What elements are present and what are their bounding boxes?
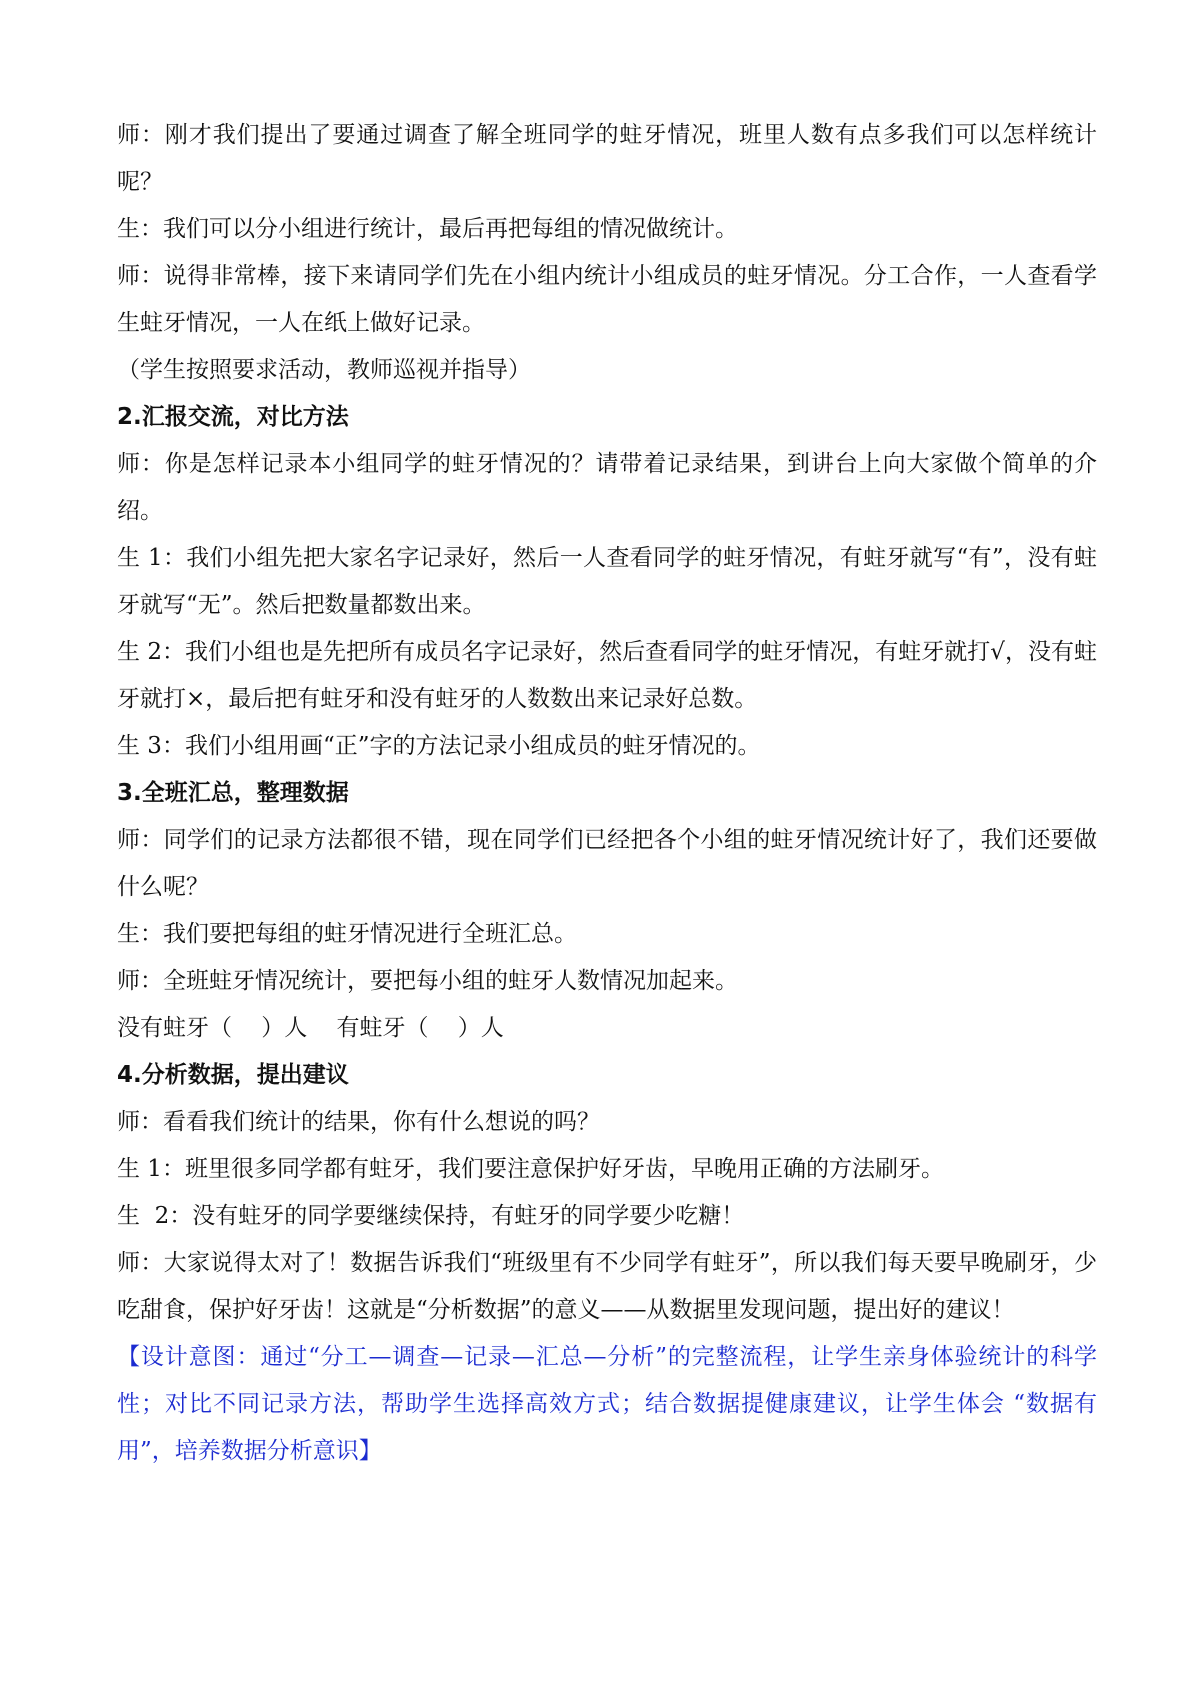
teacher-analysis-question-paragraph: 师：看看我们统计的结果，你有什么想说的吗？	[117, 1109, 600, 1135]
teacher-instruction-paragraph: 师：说得非常棒，接下来请同学们先在小组内统计小组成员的蛀牙情况。分工合作，一人查看学生蛀牙情况，一人在纸上做好记录。	[117, 263, 1097, 336]
activity-note-paragraph: （学生按照要求活动，教师巡视并指导）	[117, 357, 531, 383]
teacher-summary-instruction-paragraph: 师：全班蛀牙情况统计，要把每小组的蛀牙人数情况加起来。	[117, 968, 738, 994]
student-2-method-paragraph: 生 2：我们小组也是先把所有成员名字记录好，然后查看同学的蛀牙情况，有蛀牙就打√，没有蛀牙就打×，最后把有蛀牙和没有蛀牙的人数数出来记录好总数。	[117, 639, 1097, 712]
student-answer-paragraph: 生：我们可以分小组进行统计，最后再把每组的情况做统计。	[117, 216, 738, 242]
teacher-conclusion-paragraph: 师：大家说得太对了！数据告诉我们“班级里有不少同学有蛀牙”，所以我们每天要早晚刷牙，少吃甜食，保护好牙齿！这就是“分析数据”的意义——从数据里发现问题，提出好的建议！	[117, 1250, 1097, 1323]
section-heading-4: 4.分析数据，提出建议	[117, 1062, 349, 1088]
section-heading-2: 2.汇报交流，对比方法	[117, 404, 349, 430]
student-1-suggestion-paragraph: 生 1：班里很多同学都有蛀牙，我们要注意保护好牙齿，早晚用正确的方法刷牙。	[117, 1156, 944, 1182]
teacher-summary-question-paragraph: 师：同学们的记录方法都很不错，现在同学们已经把各个小组的蛀牙情况统计好了，我们还要做什么呢？	[117, 827, 1097, 900]
design-intent-note: 【设计意图：通过“分工—调查—记录—汇总—分析”的完整流程，让学生亲身体验统计的科学性；对比不同记录方法，帮助学生选择高效方式；结合数据提健康建议，让学生体会 “数据有用”，培养数据分析意识】	[117, 1344, 1097, 1464]
section-heading-3: 3.全班汇总，整理数据	[117, 780, 349, 806]
student-3-method-paragraph: 生 3：我们小组用画“正”字的方法记录小组成员的蛀牙情况的。	[117, 733, 761, 759]
student-summary-answer-paragraph: 生：我们要把每组的蛀牙情况进行全班汇总。	[117, 921, 577, 947]
document-page	[117, 112, 1097, 1475]
fill-in-blanks-line: 没有蛀牙（ ）人 有蛀牙（ ）人	[117, 1015, 504, 1041]
student-1-method-paragraph: 生 1：我们小组先把大家名字记录好，然后一人查看同学的蛀牙情况，有蛀牙就写“有”，没有蛀牙就写“无”。然后把数量都数出来。	[117, 545, 1097, 618]
teacher-report-question-paragraph: 师：你是怎样记录本小组同学的蛀牙情况的？请带着记录结果，到讲台上向大家做个简单的介绍。	[117, 451, 1097, 524]
student-2-suggestion-paragraph: 生 2：没有蛀牙的同学要继续保持，有蛀牙的同学要少吃糖！	[117, 1203, 745, 1229]
teacher-question-paragraph: 师：刚才我们提出了要通过调查了解全班同学的蛀牙情况，班里人数有点多我们可以怎样统计呢？	[117, 122, 1097, 195]
